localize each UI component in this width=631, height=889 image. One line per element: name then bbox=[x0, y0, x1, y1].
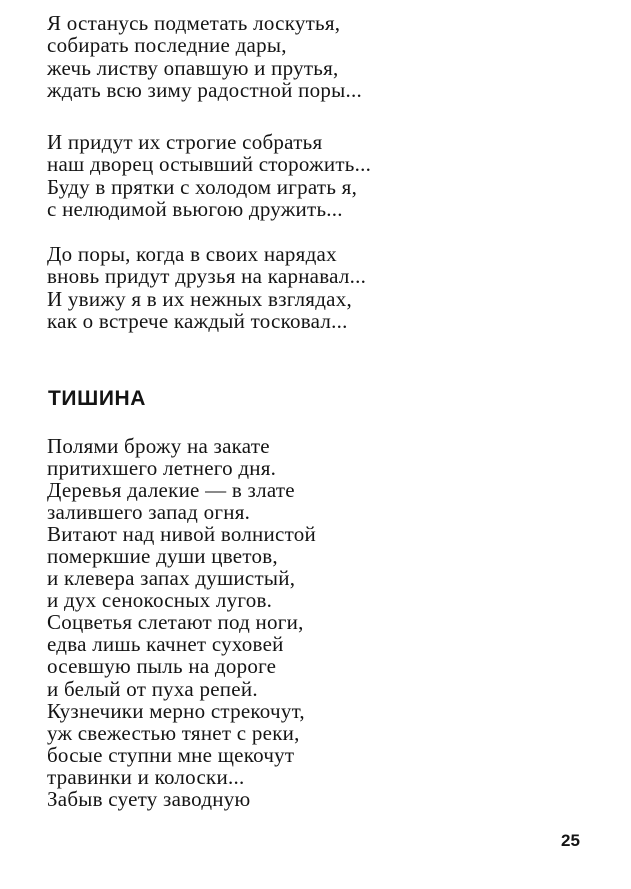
poem-line: травинки и колоски... bbox=[47, 764, 245, 789]
poem-body bbox=[47, 435, 316, 810]
poem-line: Я останусь подметать лоскутья, bbox=[47, 11, 341, 35]
poem-line: с нелюдимой вьюгою дружить... bbox=[47, 196, 343, 221]
poem-line: осевшую пыль на дороге bbox=[47, 654, 277, 679]
poem-line: Забыв суету заводную bbox=[47, 786, 251, 811]
poem-line: уж свежестью тянет с реки, bbox=[47, 720, 300, 745]
poem-line: наш дворец остывший сторожить... bbox=[47, 152, 372, 177]
poem-line: Полями брожу на закате bbox=[47, 434, 270, 458]
poem-line: ждать всю зиму радостной поры... bbox=[47, 77, 362, 102]
page-number: 25 bbox=[561, 831, 580, 850]
poem-line: собирать последние дары, bbox=[47, 33, 287, 58]
poem-line: И увижу я в их нежных взглядах, bbox=[47, 286, 352, 311]
poem-line: Кузнечики мерно стрекочут, bbox=[47, 698, 305, 723]
poem-line: и клевера запах душистый, bbox=[47, 566, 296, 591]
poem-line: Деревья далекие — в злате bbox=[47, 478, 295, 503]
poem-line: До поры, когда в своих нарядах bbox=[47, 242, 337, 266]
poem-line: вновь придут друзья на карнавал... bbox=[47, 264, 367, 289]
poem-line: И придут их строгие собратья bbox=[47, 130, 323, 154]
poem-line: и белый от пуха репей. bbox=[47, 676, 258, 701]
poem-line: едва лишь качнет суховей bbox=[47, 632, 284, 657]
poem-line: притихшего летнего дня. bbox=[47, 456, 277, 481]
poem-line: как о встрече каждый тосковал... bbox=[47, 308, 348, 333]
poem-line: померкшие души цветов, bbox=[47, 544, 278, 569]
poem-line: Соцветья слетают под ноги, bbox=[47, 610, 304, 635]
poem-title: ТИШИНА bbox=[48, 387, 147, 410]
poem-line: жечь листву опавшую и прутья, bbox=[47, 55, 339, 80]
poem-line: Буду в прятки с холодом играть я, bbox=[47, 174, 358, 199]
poem-line: босые ступни мне щекочут bbox=[47, 742, 295, 767]
poem-line: и дух сенокосных лугов. bbox=[47, 588, 273, 613]
stanza bbox=[47, 131, 371, 220]
poem-line: залившего запад огня. bbox=[47, 500, 251, 525]
stanza bbox=[47, 12, 362, 101]
stanza bbox=[47, 243, 366, 332]
poem-line: Витают над нивой волнистой bbox=[47, 522, 316, 547]
